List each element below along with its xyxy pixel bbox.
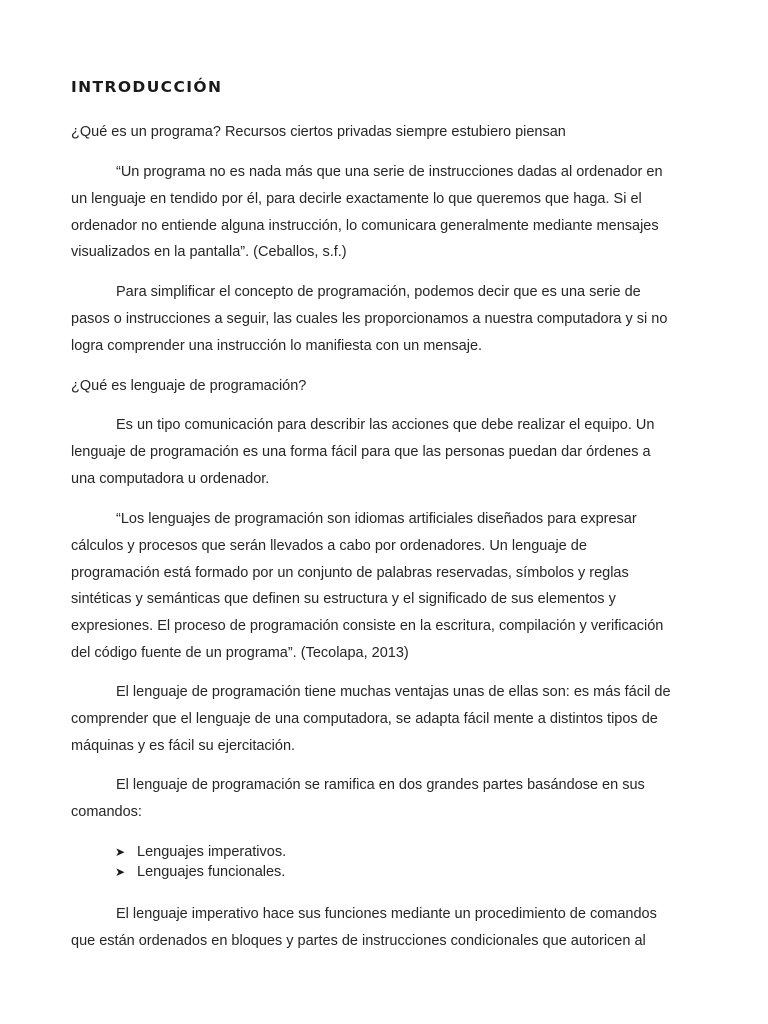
list-item (115, 843, 286, 863)
paragraph-languages-quote (71, 506, 696, 667)
text-line: El lenguaje imperativo hace sus funciones mediante un procedimiento de comandos (116, 906, 657, 922)
text-line: sintéticas y semánticas que definen su estructura y el significado de sus elementos y (71, 591, 616, 608)
text-line: comandos: (71, 803, 142, 820)
text-line: del código fuente de un programa”. (Tecolapa, 2013) (71, 644, 409, 661)
text-line: Para simplificar el concepto de programación, podemos decir que es una serie de (116, 284, 641, 300)
text-line: ordenador no entiende alguna instrucción, lo comunicara generalmente mediante mensajes (71, 217, 659, 234)
text-line: que están ordenados en bloques y partes de instrucciones condicionales que autoricen al (71, 932, 646, 949)
question-what-is-program (71, 119, 696, 146)
text-line: “Un programa no es nada más que una serie de instrucciones dadas al ordenador en (116, 164, 663, 180)
text-line: máquinas y es fácil su ejercitación. (71, 737, 296, 754)
text-line: ¿Qué es lenguaje de programación? (71, 378, 307, 394)
text-line: una computadora u ordenador. (71, 470, 270, 487)
text-line: programación está formado por un conjunto de palabras reservadas, símbolos y reglas (71, 564, 629, 581)
text-line: pasos o instrucciones a seguir, las cuales les proporcionamos a nuestra computadora y si no (71, 310, 668, 327)
text-line: “Los lenguajes de programación son idiomas artificiales diseñados para expresar (116, 511, 637, 527)
arrow-bullet-icon: ➤ (115, 845, 126, 859)
text-line: Es un tipo comunicación para describir las acciones que debe realizar el equipo. Un (116, 417, 655, 433)
text-line: cálculos y procesos que serán llevados a cabo por ordenadores. Un lenguaje de (71, 537, 587, 554)
paragraph-program-quote (71, 159, 696, 266)
list-item-label: Lenguajes imperativos. (137, 844, 287, 860)
text-line: visualizados en la pantalla”. (Ceballos, s.f.) (71, 244, 347, 261)
text-line: lenguaje de programación es una forma fácil para que las personas puedan dar órdenes a (71, 443, 651, 460)
paragraph-simplify-concept (71, 279, 696, 359)
paragraph-advantages (71, 679, 696, 759)
paragraph-imperative (71, 901, 696, 955)
arrow-bullet-icon: ➤ (115, 864, 126, 879)
text-line: ¿Qué es un programa? Recursos ciertos privadas siempre estubiero piensan (71, 124, 566, 140)
text-line: El lenguaje de programación se ramifica en dos grandes partes basándose en sus (116, 777, 645, 793)
text-line: comprender que el lenguaje de una computadora, se adapta fácil mente a distintos tipos de (71, 710, 658, 727)
text-line: expresiones. El proceso de programación consiste en la escritura, compilación y verificación (71, 618, 664, 635)
language-types-list (115, 843, 286, 882)
text-line: logra comprender una instrucción lo manifiesta con un mensaje. (71, 337, 483, 354)
question-what-is-language (71, 373, 696, 400)
list-item (115, 863, 286, 883)
page-title: INTRODUCCIÓN (71, 78, 223, 96)
list-item-label: Lenguajes funcionales. (137, 863, 286, 880)
paragraph-branches (71, 772, 696, 826)
paragraph-communication-type (71, 412, 696, 492)
text-line: un lenguaje en tendido por él, para decirle exactamente lo que queremos que haga. Si el (71, 190, 642, 207)
text-line: El lenguaje de programación tiene muchas ventajas unas de ellas son: es más fácil de (116, 684, 671, 700)
